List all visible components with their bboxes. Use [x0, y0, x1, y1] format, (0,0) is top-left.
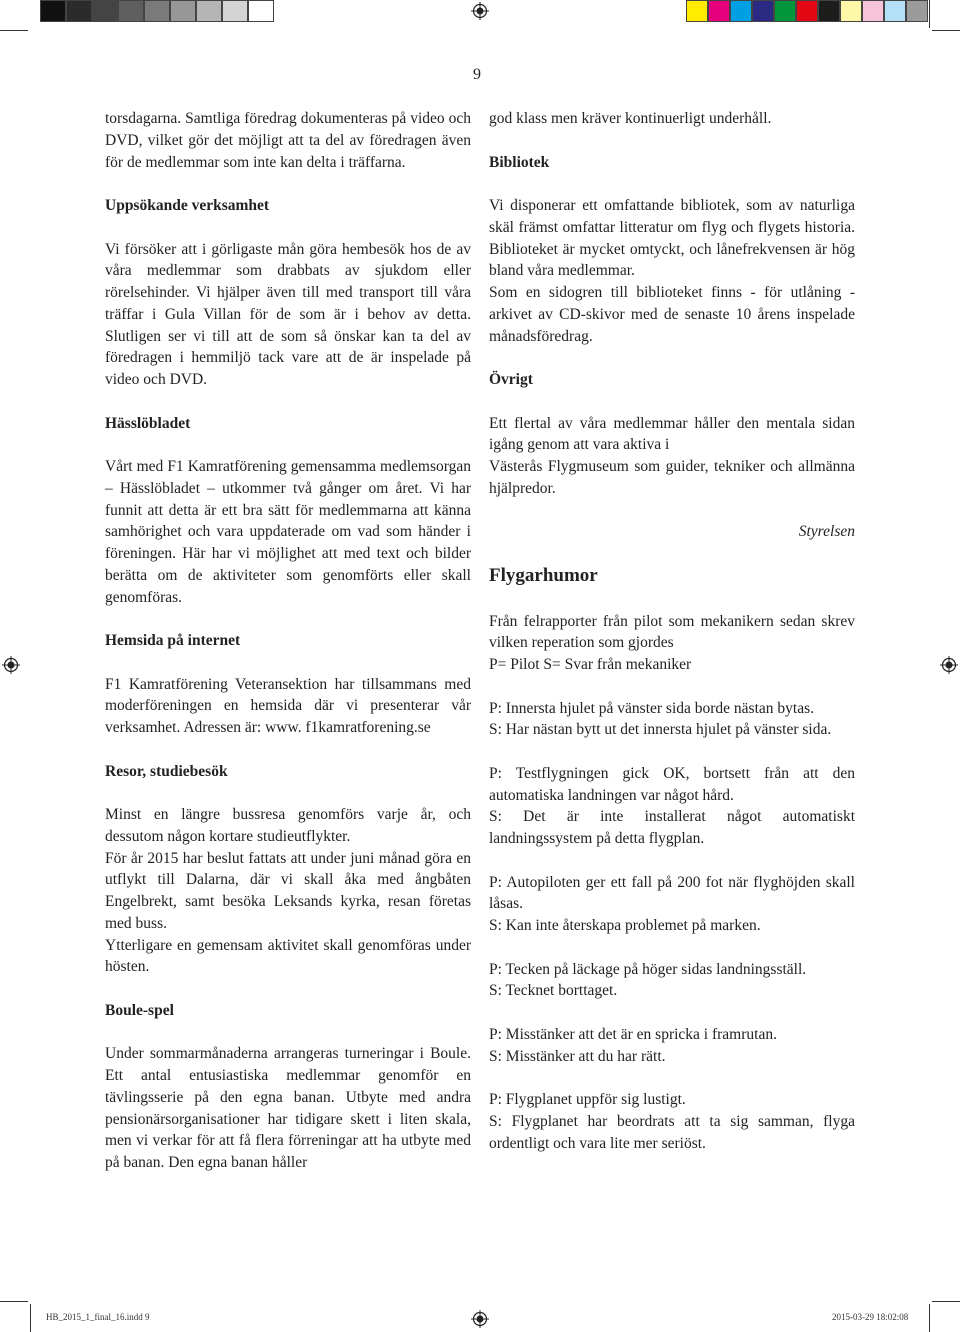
paragraph: torsdagarna. Samtliga föredrag dokumenteras på video och DVD, vilket gör det möjligt att ta del av föredragen även för de medlemmar som inte kan delta i träffarna.: [105, 110, 471, 171]
paragraph-line: S: Kan inte återskapa problemet på marken.: [489, 917, 761, 934]
color-swatch: [752, 0, 774, 22]
paragraph-line: Västerås Flygmuseum som guider, tekniker och allmänna hjälpredor.: [489, 458, 855, 497]
crop-mark: [30, 1304, 31, 1332]
paragraph: Vi försöker att i görligaste mån göra hembesök hos de av våra medlemmar som drabbats av sjukdom eller rörelsehinder. Vi hjälper även till med transport till våra träffar i Gula Villan för de som är i behov av detta. Slutligen ser vi till att de som så önskar kan ta del av föredragen i hemmiljö tack vare att de är inspelade på video och DVD.: [105, 240, 471, 388]
section-heading: Hässlöbladet: [105, 414, 191, 432]
color-swatch: [862, 0, 884, 22]
section-title: Flygarhumor: [489, 564, 598, 586]
paragraph: Vårt med F1 Kamratförening gemensamma medlemsorgan – Hässlöbladet – utkommer två gånger om året. Vi har funnit att detta är ett bra sätt för medlemmarna att känna samhörighet och vara uppdaterade om vad som händer i föreningen. Här har vi möjlighet att med text och bilder berätta om de aktiviteter som genomförts eller skall genomföras.: [105, 458, 471, 606]
section-heading: Boule-spel: [105, 1001, 174, 1019]
paragraph-line: Vi disponerar ett omfattande bibliotek, som av naturliga skäl främst omfattar litteratur om flyg och flygets historia. Biblioteket är mycket omtyckt, och lånefrekvensen är hög bland våra medlemmar.: [489, 197, 855, 280]
paragraph: [489, 611, 855, 676]
section-heading: Bibliotek: [489, 153, 550, 171]
color-swatch: [840, 0, 862, 22]
left-column: [105, 108, 471, 1196]
paragraph-line: P: Tecken på läckage på höger sidas landningsställ.: [489, 960, 807, 978]
paragraph-line: Från felrapporter från pilot som mekanikern sedan skrev vilken reperation som gjordes: [489, 612, 855, 652]
color-swatch: [222, 0, 248, 22]
footer-timestamp: 2015-03-29 18:02:08: [832, 1312, 909, 1322]
color-swatch: [884, 0, 906, 22]
paragraph-line: S: Tecknet borttaget.: [489, 982, 618, 1000]
crop-mark: [0, 30, 28, 31]
paragraph-line: Minst en längre bussresa genomförs varje år, och dessutom någon kortare studieutflykter.: [105, 806, 471, 845]
paragraph-line: S: Har nästan bytt ut det innersta hjulet på vänster sida.: [489, 721, 832, 739]
paragraph-line: För år 2015 har beslut fattats att under juni månad göra en utflykt till Dalarna, där vi skall åka med ångbåten Engelbrekt, samt besöka Leksands kyrka, resan företas med buss.: [105, 849, 471, 932]
paragraph-line: P: Flygplanet uppför sig lustigt.: [489, 1091, 686, 1108]
section-heading: Övrigt: [489, 371, 533, 388]
paragraph-line: Ytterligare en gemensam aktivitet skall genomföras under hösten.: [105, 936, 471, 976]
crop-mark: [932, 30, 960, 31]
paragraph: [489, 872, 855, 937]
color-swatch: [40, 0, 66, 22]
color-swatch: [906, 0, 928, 22]
paragraph: Under sommarmånaderna arrangeras turneringar i Boule. Ett antal entusiastiska medlemmar genomför en tävlingsserie på den egna banan. Utbyte med andra pensionärsorganisationer har tidigare skett i liten skala, men vi verkar för att få flera förreningar att ha utbyte med på banan. Den egna banan håller: [105, 1045, 471, 1171]
color-swatch: [818, 0, 840, 22]
section-heading: Resor, studiebesök: [105, 762, 228, 780]
color-swatch: [708, 0, 730, 22]
paragraph: [489, 1024, 855, 1068]
paragraph-line: P: Innersta hjulet på vänster sida borde nästan bytas.: [489, 699, 814, 717]
registration-mark-icon: [940, 656, 958, 674]
color-swatch: [196, 0, 222, 22]
page-number: 9: [473, 66, 481, 83]
paragraph: god klass men kräver kontinuerligt underhåll.: [489, 110, 772, 127]
color-swatch: [774, 0, 796, 22]
color-swatch: [170, 0, 196, 22]
registration-mark-icon: [471, 2, 489, 20]
paragraph: [489, 1089, 855, 1154]
paragraph: [489, 763, 855, 850]
paragraph-line: Ett flertal av våra medlemmar håller den mentala sidan igång genom att vara aktiva i: [489, 414, 855, 454]
color-swatch: [730, 0, 752, 22]
section-heading: Uppsökande verksamhet: [105, 197, 270, 214]
paragraph: [105, 804, 471, 978]
color-swatch: [66, 0, 92, 22]
paragraph: F1 Kamratförening Veteransektion har tillsammans med moderföreningen en hemsida där vi presenterar vår verksamhet. Adressen är: www. f1kamratforening.se: [105, 675, 471, 736]
paragraph-line: S: Flygplanet har beordrats att ta sig samman, flyga ordentligt och vara lite mer seriöst.: [489, 1112, 855, 1152]
section-heading: Hemsida på internet: [105, 632, 241, 649]
paragraph: [489, 959, 855, 1003]
crop-mark: [0, 1301, 28, 1302]
footer-filename: HB_2015_1_final_16.indd 9: [46, 1312, 150, 1322]
paragraph-line: S: Det är inte installerat något automatiskt landningssystem på detta flygplan.: [489, 808, 855, 847]
signature: Styrelsen: [798, 523, 855, 541]
crop-mark: [929, 1304, 930, 1332]
color-swatch: [118, 0, 144, 22]
paragraph: [489, 195, 855, 347]
color-swatch: [92, 0, 118, 22]
crop-mark: [929, 0, 930, 28]
paragraph-line: Som en sidogren till biblioteket finns - för utlåning - arkivet av CD-skivor med de senaste 10 årens inspelade månadsföredrag.: [489, 284, 855, 345]
paragraph-line: P= Pilot S= Svar från mekaniker: [489, 656, 692, 673]
right-column: [489, 108, 855, 1176]
color-swatch: [248, 0, 274, 22]
paragraph-line: P: Testflygningen gick OK, bortsett från att den automatiska landningen var något hård.: [489, 764, 855, 804]
crop-mark: [932, 1301, 960, 1302]
color-swatch: [686, 0, 708, 22]
color-swatch: [144, 0, 170, 22]
paragraph-line: P: Misstänker att det är en spricka i framrutan.: [489, 1025, 777, 1043]
paragraph: [489, 413, 855, 500]
paragraph-line: S: Misstänker att du har rätt.: [489, 1047, 666, 1065]
paragraph-line: P: Autopiloten ger ett fall på 200 fot när flyghöjden skall låsas.: [489, 873, 855, 913]
color-swatch: [796, 0, 818, 22]
paragraph: [489, 698, 855, 742]
registration-mark-icon: [2, 656, 20, 674]
registration-mark-icon: [471, 1310, 489, 1328]
